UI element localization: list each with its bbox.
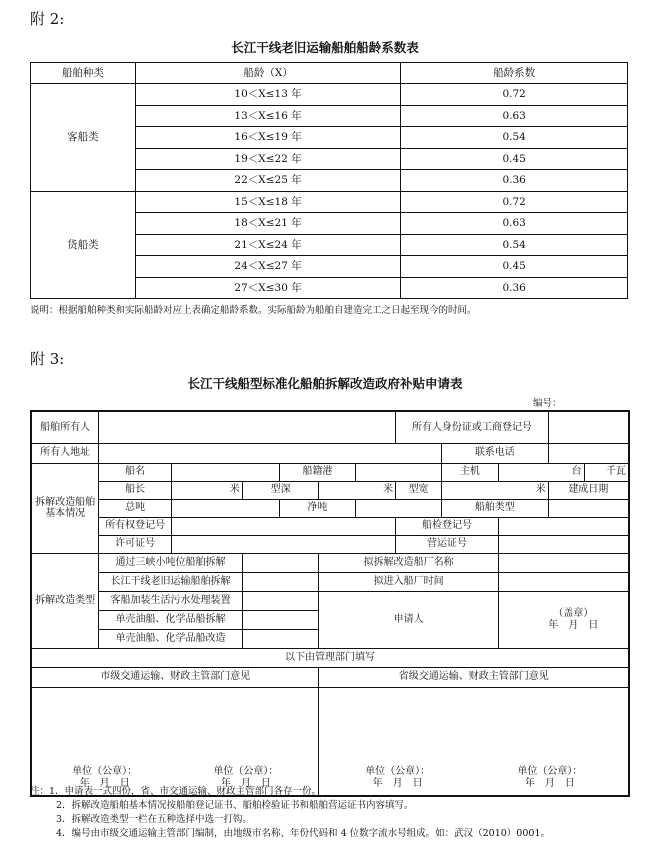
ship-name-field[interactable] xyxy=(171,463,279,481)
city-date-2: 年 月 日 xyxy=(220,777,271,789)
engine-power-field[interactable] xyxy=(584,463,629,481)
city-opinion-label: 市级交通运输、财政主管部门意见 xyxy=(31,667,319,687)
category-checkbox[interactable] xyxy=(242,572,319,591)
age-coefficient: 0.36 xyxy=(401,170,628,192)
note-line: 3．拆解改造类型一栏在五种选择中选一打钩。 xyxy=(56,814,253,825)
port-label: 船籍港 xyxy=(279,463,356,481)
appendix2-title: 长江干线老旧运输船舶船龄系数表 xyxy=(231,40,419,55)
depth-field[interactable] xyxy=(319,481,396,499)
prov-unit-seal-2: 单位（公章）： xyxy=(517,766,583,777)
net-tonnage-field[interactable] xyxy=(356,499,442,517)
engine-count-field[interactable] xyxy=(498,463,584,481)
category-option[interactable]: 单壳油船、化学品船拆解 xyxy=(99,610,242,629)
factory-field[interactable] xyxy=(498,553,629,572)
age-coefficient: 0.72 xyxy=(401,191,628,213)
age-range: 13＜X≤16 年 xyxy=(135,105,401,127)
city-unit-seal-1: 单位（公章）： xyxy=(72,766,138,777)
category-option[interactable]: 客船加装生活污水处理装置 xyxy=(99,591,242,610)
appendix3-heading: 附 3: xyxy=(30,350,65,368)
age-range: 16＜X≤19 年 xyxy=(135,127,401,149)
owner-id-field[interactable] xyxy=(548,411,629,443)
length-field[interactable] xyxy=(171,481,242,499)
age-coefficient: 0.45 xyxy=(401,256,628,278)
city-date-1: 年 月 日 xyxy=(79,777,130,789)
category-option[interactable]: 长江干线老旧运输船舶拆解 xyxy=(99,572,242,591)
subsidy-application-form xyxy=(30,410,630,797)
unit-tai: 台 xyxy=(571,466,582,478)
age-coefficient: 0.45 xyxy=(401,148,628,170)
age-range: 19＜X≤22 年 xyxy=(135,148,401,170)
age-coefficient: 0.36 xyxy=(401,277,628,299)
ship-type-field[interactable] xyxy=(548,499,629,517)
phone-field[interactable] xyxy=(548,443,629,463)
age-range: 10＜X≤13 年 xyxy=(135,84,401,106)
applicant-date: 年 月 日 xyxy=(548,619,599,631)
ship-type-label: 船舶类型 xyxy=(442,499,549,517)
age-range: 24＜X≤27 年 xyxy=(135,256,401,278)
appendix2-heading: 附 2: xyxy=(30,10,65,28)
owner-id-label: 所有人身份证或工商登记号 xyxy=(396,411,548,443)
prov-unit-seal-1: 单位（公章）： xyxy=(365,766,431,777)
operating-cert-label: 营运证号 xyxy=(396,535,499,553)
age-coefficient: 0.63 xyxy=(401,213,628,235)
width-field[interactable] xyxy=(442,481,549,499)
prov-date-1: 年 月 日 xyxy=(372,777,423,789)
phone-label: 联系电话 xyxy=(442,443,549,463)
entry-time-label: 拟进入船厂时间 xyxy=(319,572,498,591)
category-option[interactable]: 通过三峡小吨位船舶拆解 xyxy=(99,553,242,572)
registry-no-label: 船检登记号 xyxy=(396,517,499,535)
basic-info-label: 拆解改造船舶基本情况 xyxy=(31,463,99,553)
category-label: 拆解改造类型 xyxy=(31,553,99,648)
ship-age-coefficient-table xyxy=(30,62,628,299)
age-range: 27＜X≤30 年 xyxy=(135,277,401,299)
gross-tonnage-field[interactable] xyxy=(171,499,279,517)
city-opinion-area[interactable] xyxy=(31,687,319,796)
age-range: 22＜X≤25 年 xyxy=(135,170,401,192)
seal-label: （盖章） xyxy=(553,608,594,619)
note-line: 2．拆解改造船舶基本情况按船舶登记证书、船舶检验证书和船舶营运证书内容填写。 xyxy=(56,800,414,811)
applicant-label: 申请人 xyxy=(319,591,498,648)
age-range: 18＜X≤21 年 xyxy=(135,213,401,235)
license-label: 许可证号 xyxy=(99,535,172,553)
cargo-ship-type: 货船类 xyxy=(31,191,136,299)
province-opinion-label: 省级交通运输、财政主管部门意见 xyxy=(319,667,629,687)
unit-meter: 米 xyxy=(383,484,394,496)
appendix3-title: 长江干线船型标准化船舶拆解改造政府补贴申请表 xyxy=(187,376,463,391)
license-field[interactable] xyxy=(171,535,395,553)
build-date-label: 建成日期 xyxy=(548,481,629,499)
management-section-label: 以下由管理部门填写 xyxy=(31,648,629,667)
note-line: 4．编号由市级交通运输主管部门编制，由地级市名称、年份代码和 4 位数字流水号组成。如：武汉（2010）0001。 xyxy=(56,828,550,839)
category-checkbox[interactable] xyxy=(242,629,319,648)
owner-label: 船舶所有人 xyxy=(31,411,99,443)
passenger-ship-type: 客船类 xyxy=(31,84,136,192)
form-notes xyxy=(30,785,640,841)
depth-label: 型深 xyxy=(242,481,319,499)
category-checkbox[interactable] xyxy=(242,610,319,629)
ownership-reg-field[interactable] xyxy=(171,517,395,535)
age-coefficient: 0.54 xyxy=(401,127,628,149)
ownership-reg-label: 所有权登记号 xyxy=(99,517,172,535)
unit-meter: 米 xyxy=(535,484,546,496)
unit-meter: 米 xyxy=(229,484,240,496)
age-coefficient: 0.54 xyxy=(401,234,628,256)
address-field[interactable] xyxy=(99,443,442,463)
unit-kw: 千瓦 xyxy=(606,466,626,478)
category-checkbox[interactable] xyxy=(242,591,319,610)
engine-label: 主机 xyxy=(442,463,499,481)
factory-label: 拟拆解改造船厂名称 xyxy=(319,553,498,572)
address-label: 所有人地址 xyxy=(31,443,99,463)
province-opinion-area[interactable] xyxy=(319,687,629,796)
appendix2-note: 说明：根据船舶种类和实际船龄对应上表确定船龄系数。实际船龄为船舶自建造完工之日起至现今的时间。 xyxy=(30,305,477,316)
header-coefficient: 船龄系数 xyxy=(401,63,628,84)
header-ship-age: 船龄（X） xyxy=(135,63,401,84)
header-ship-type: 船舶种类 xyxy=(31,63,136,84)
age-coefficient: 0.63 xyxy=(401,105,628,127)
note-line: 注：1．申请表一式四份，省、市交通运输、财政主管部门各存一份。 xyxy=(30,786,322,797)
port-field[interactable] xyxy=(356,463,442,481)
category-option[interactable]: 单壳油船、化学品船改造 xyxy=(99,629,242,648)
age-range: 15＜X≤18 年 xyxy=(135,191,401,213)
net-tonnage-label: 净吨 xyxy=(279,499,356,517)
owner-field[interactable] xyxy=(99,411,396,443)
prov-date-2: 年 月 日 xyxy=(524,777,575,789)
width-label: 型宽 xyxy=(396,481,442,499)
ship-name-label: 船名 xyxy=(99,463,172,481)
age-range: 21＜X≤24 年 xyxy=(135,234,401,256)
category-checkbox[interactable] xyxy=(242,553,319,572)
age-coefficient: 0.72 xyxy=(401,84,628,106)
applicant-signature-area[interactable] xyxy=(498,591,629,648)
serial-number-label: 编号： xyxy=(533,398,562,409)
gross-tonnage-label: 总吨 xyxy=(99,499,172,517)
city-unit-seal-2: 单位（公章）： xyxy=(213,766,279,777)
entry-time-field[interactable] xyxy=(498,572,629,591)
registry-no-field[interactable] xyxy=(498,517,629,535)
length-label: 船长 xyxy=(99,481,172,499)
operating-cert-field[interactable] xyxy=(498,535,629,553)
